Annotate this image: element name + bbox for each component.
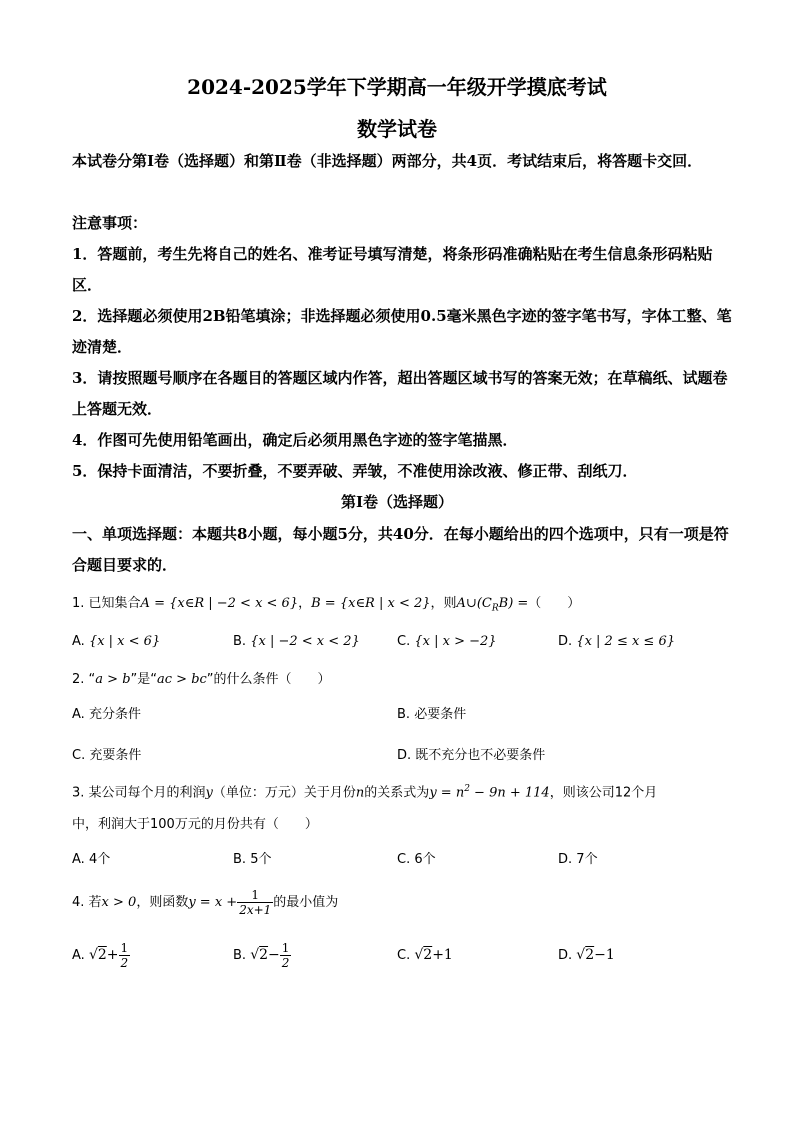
question-4 bbox=[72, 888, 338, 918]
option-text: 充分条件 bbox=[88, 707, 141, 722]
q1-expr: A∪(C bbox=[456, 596, 492, 611]
fraction-denominator: 2 bbox=[120, 956, 129, 970]
option-text: 充要条件 bbox=[89, 748, 142, 763]
option-label: D. bbox=[397, 748, 412, 763]
option-text: {x | x < 6} bbox=[88, 634, 161, 649]
q2-option-b[interactable] bbox=[397, 703, 466, 722]
q3-var-n: n bbox=[355, 785, 365, 801]
q3-mid-2: 的关系式为 bbox=[364, 785, 430, 801]
instruction-item-3: 3．请按照题号顺序在各题目的答题区域内作答，超出答题区域书写的答案无效；在草稿纸、试题卷上答题无效． bbox=[72, 369, 728, 418]
option-label: C. bbox=[72, 748, 86, 763]
q1-set-a: A = {x∈R | −2 < x < 6} bbox=[140, 596, 299, 611]
q3-option-d[interactable] bbox=[558, 848, 598, 867]
tail: +1 bbox=[432, 947, 453, 963]
intro-paragraph: 本试卷分第Ⅰ卷（选择题）和第Ⅱ卷（非选择题）两部分，共4页．考试结束后，将答题卡交回． bbox=[72, 152, 703, 170]
option-text: 4个 bbox=[88, 852, 111, 867]
fraction-numerator: 1 bbox=[120, 941, 129, 955]
q3-option-a[interactable] bbox=[72, 848, 110, 867]
q3-formula-sup: 2 bbox=[464, 784, 470, 794]
q1-prefix: 1. 已知集合 bbox=[72, 596, 141, 611]
option-text: 既不充分也不必要条件 bbox=[415, 748, 546, 763]
radicand: 2 bbox=[97, 947, 107, 963]
option-label: D. bbox=[558, 852, 573, 867]
q3-formula-b: − 9n + 114 bbox=[469, 785, 550, 801]
option-label: C. bbox=[397, 948, 411, 963]
option-text: 6个 bbox=[414, 852, 436, 867]
q3-option-b[interactable] bbox=[233, 848, 271, 867]
sqrt-expression: √2 bbox=[250, 947, 269, 963]
q4-condition: x > 0 bbox=[101, 895, 137, 910]
q1-option-c[interactable] bbox=[397, 634, 497, 649]
option-text: {x | −2 < x < 2} bbox=[250, 634, 360, 649]
sqrt-expression: √2 bbox=[414, 947, 433, 963]
option-label: B. bbox=[233, 948, 247, 963]
operator: + bbox=[106, 947, 119, 963]
option-fraction bbox=[119, 941, 131, 970]
instruction-item-5: 5．保持卡面清洁，不要折叠，不要弄破、弄皱，不准使用涂改液、修正带、刮纸刀． bbox=[72, 462, 638, 480]
q2-mid: ”是“ bbox=[130, 672, 157, 687]
q4-option-c[interactable] bbox=[397, 947, 453, 963]
option-label: A. bbox=[72, 948, 85, 963]
option-text: 7个 bbox=[576, 852, 598, 867]
q3-mid-1: （单位：万元）关于月份 bbox=[212, 785, 356, 801]
option-text: {x | x > −2} bbox=[414, 634, 497, 649]
q3-formula-a: y = n bbox=[429, 785, 465, 801]
question-2 bbox=[72, 670, 331, 690]
option-label: D. bbox=[558, 948, 573, 963]
q2-option-c[interactable] bbox=[72, 744, 141, 763]
option-text: {x | 2 ≤ x ≤ 6} bbox=[576, 634, 676, 649]
q4-suffix: 的最小值为 bbox=[273, 895, 339, 910]
q4-option-b[interactable] bbox=[233, 941, 291, 970]
option-fraction bbox=[280, 941, 292, 970]
option-label: A. bbox=[72, 634, 85, 649]
radicand: 2 bbox=[259, 947, 269, 963]
radicand: 2 bbox=[585, 947, 595, 963]
option-label: A. bbox=[72, 707, 85, 722]
option-label: C. bbox=[397, 634, 411, 649]
q4-option-d[interactable] bbox=[558, 947, 615, 963]
q1-option-d[interactable] bbox=[558, 634, 675, 649]
q3-line-2: 中，利润大于100万元的月份共有（ ） bbox=[72, 817, 318, 832]
q2-suffix: ”的什么条件（ ） bbox=[206, 672, 331, 687]
q2-option-d[interactable] bbox=[397, 744, 545, 763]
q1-expr-end: B) = bbox=[498, 596, 529, 611]
q1-then: ，则 bbox=[430, 596, 457, 611]
operator: − bbox=[268, 947, 280, 963]
q1-set-b: B = {x∈R | x < 2} bbox=[311, 596, 431, 611]
question-1 bbox=[72, 594, 580, 619]
exam-title: 2024-2025学年下学期高一年级开学摸底考试 bbox=[187, 75, 607, 99]
instruction-item-2: 2．选择题必须使用2B铅笔填涂；非选择题必须使用0.5毫米黑色字迹的签字笔书写，字体工整、笔迹清楚． bbox=[72, 307, 732, 356]
q2-option-a[interactable] bbox=[72, 703, 141, 722]
q4-fraction bbox=[237, 888, 273, 917]
fraction-denominator: 2x+1 bbox=[239, 903, 272, 917]
part-heading: 一、单项选择题：本题共8小题，每小题5分，共40分．在每小题给出的四个选项中，只有一项是符合题目要求的． bbox=[72, 525, 729, 574]
q1-option-a[interactable] bbox=[72, 634, 160, 649]
notes-heading: 注意事项： bbox=[72, 214, 148, 232]
option-text: 5个 bbox=[250, 852, 272, 867]
radicand: 2 bbox=[423, 947, 433, 963]
sqrt-expression: √2 bbox=[88, 947, 107, 963]
q1-option-b[interactable] bbox=[233, 634, 360, 649]
fraction-numerator: 1 bbox=[237, 888, 273, 903]
exam-subtitle: 数学试卷 bbox=[357, 117, 437, 141]
sqrt-expression: √2 bbox=[576, 947, 595, 963]
q4-prefix: 4. 若 bbox=[72, 895, 102, 910]
instruction-item-1: 1．答题前，考生先将自己的姓名、准考证号填写清楚，将条形码准确粘贴在考生信息条形码粘贴区． bbox=[72, 245, 713, 294]
option-label: B. bbox=[233, 852, 247, 867]
option-label: D. bbox=[558, 634, 573, 649]
q2-condition-2: ac > bc bbox=[157, 672, 207, 687]
q4-mid: ，则函数 bbox=[136, 895, 189, 910]
option-label: B. bbox=[233, 634, 247, 649]
q1-blank: （ ） bbox=[528, 596, 581, 611]
option-label: C. bbox=[397, 852, 411, 867]
option-text: 必要条件 bbox=[414, 707, 467, 722]
question-3 bbox=[72, 779, 657, 803]
q4-function: y = x + bbox=[188, 895, 238, 910]
fraction-denominator: 2 bbox=[281, 956, 290, 970]
q4-option-a[interactable] bbox=[72, 941, 130, 970]
q1-comma: ， bbox=[298, 596, 312, 611]
instruction-item-4: 4．作图可先使用铅笔画出，确定后必须用黑色字迹的签字笔描黑． bbox=[72, 431, 518, 449]
q1-expr-sub: R bbox=[491, 603, 499, 614]
q3-prefix: 3. 某公司每个月的利润 bbox=[72, 785, 206, 801]
option-label: A. bbox=[72, 852, 85, 867]
q3-option-c[interactable] bbox=[397, 848, 436, 867]
q3-var-y: y bbox=[205, 785, 213, 801]
section-title: 第Ⅰ卷（选择题） bbox=[340, 493, 454, 511]
tail: −1 bbox=[594, 947, 615, 963]
q3-suffix: ，则该公司12个月 bbox=[549, 785, 658, 801]
q2-prefix: 2. “ bbox=[72, 672, 96, 687]
fraction-numerator: 1 bbox=[281, 941, 290, 955]
option-label: B. bbox=[397, 707, 411, 722]
q2-condition-1: a > b bbox=[95, 672, 131, 687]
